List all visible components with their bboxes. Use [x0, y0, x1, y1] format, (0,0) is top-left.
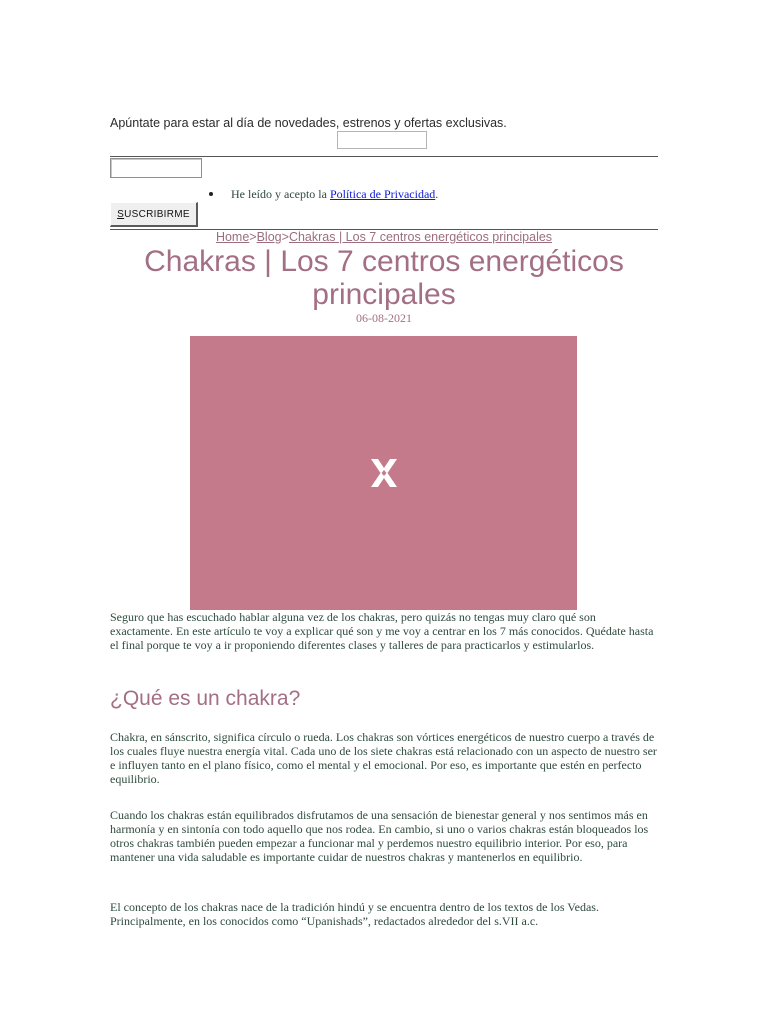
- privacy-consent: [209, 187, 438, 202]
- post-date: 06-08-2021: [356, 311, 412, 325]
- newsletter-name-input[interactable]: [337, 131, 427, 149]
- breadcrumb-home-link[interactable]: Home: [215, 230, 250, 244]
- bullet-icon: [209, 192, 213, 196]
- intro-paragraph: Seguro que has escuchado hablar alguna vez de los chakras, pero quizás no tengas muy claro qué son exactamente. En este artículo te voy a explicar qué son y me voy a centrar en los 7 más conocidos. Quédate hasta el final porque te voy a ir proponiendo diferentes clases y talleres de para practicarlos y estimularlos.: [110, 610, 654, 652]
- privacy-prefix: He leído y acepto la: [231, 187, 330, 201]
- hero-image: [190, 336, 577, 610]
- section-heading: ¿Qué es un chakra?: [110, 687, 301, 710]
- newsletter-intro: Apúntate para estar al día de novedades, estrenos y ofertas exclusivas.: [110, 116, 507, 130]
- paragraph-1: Chakra, en sánscrito, significa círculo o rueda. Los chakras son vórtices energéticos de nuestro cuerpo a través de los cuales fluye nuestra energía vital. Cada uno de los siete chakras está relacionado con un aspecto de nuestro ser e influyen tanto en el plano físico, como el mental y el emocional. Por eso, es importante que estén en perfecto equilibrio.: [110, 730, 657, 786]
- subscribe-button[interactable]: [110, 202, 198, 227]
- divider-top: [110, 156, 658, 157]
- breadcrumb-separator: >: [281, 230, 289, 244]
- breadcrumb-current-link[interactable]: Chakras | Los 7 centros energéticos principales: [288, 230, 553, 244]
- privacy-policy-link[interactable]: Política de Privacidad: [329, 187, 436, 201]
- newsletter-email-input[interactable]: [110, 158, 202, 178]
- breadcrumb: [0, 230, 768, 244]
- breadcrumb-separator: >: [249, 230, 257, 244]
- privacy-suffix: .: [435, 187, 439, 201]
- logo-x-icon: [368, 457, 400, 489]
- page-title: Chakras | Los 7 centros energéticos principales: [144, 245, 624, 311]
- paragraph-3: El concepto de los chakras nace de la tradición hindú y se encuentra dentro de los textos de los Vedas. Principalmente, en los conocidos como “Upanishads”, redactados alrededor del s.VII a.c.: [110, 900, 599, 928]
- breadcrumb-blog-link[interactable]: Blog: [256, 230, 282, 244]
- subscribe-button-accesskey: S: [117, 208, 125, 220]
- subscribe-button-label: USCRIBIRME: [124, 208, 190, 220]
- paragraph-2: Cuando los chakras están equilibrados disfrutamos de una sensación de bienestar general y nos sentimos más en harmonía y en sintonía con todo aquello que nos rodea. En cambio, si uno o varios chakras están bloqueados los otros chakras también pueden empezar a funcionar mal y perdemos nuestro equilibrio interior. Por eso, para mantener una vida saludable es importante cuidar de nuestros chakras y mantenerlos en equilibrio.: [110, 808, 649, 864]
